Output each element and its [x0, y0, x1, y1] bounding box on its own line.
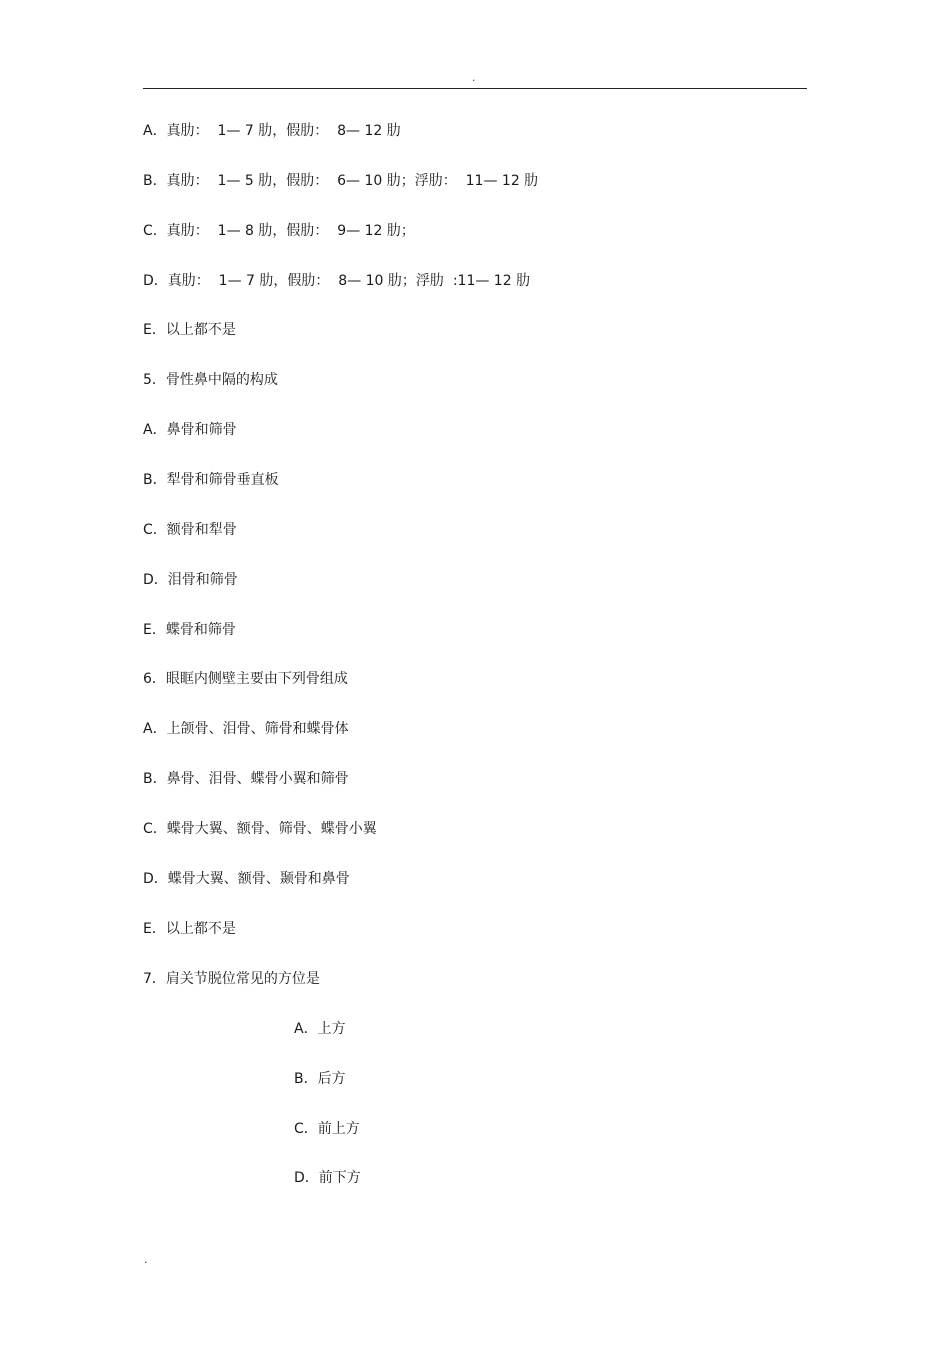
option-line: C．额骨和犁骨: [143, 522, 237, 538]
option-line: C．前上方: [294, 1121, 360, 1137]
option-line: A．上颌骨、泪骨、筛骨和蝶骨体: [143, 721, 349, 737]
question-line: 6．眼眶内侧壁主要由下列骨组成: [143, 671, 348, 687]
option-line: A．鼻骨和筛骨: [143, 422, 237, 438]
option-line: D．真肋： 1— 7 肋，假肋： 8— 10 肋；浮肋 :11— 12 肋: [143, 273, 531, 289]
option-line: B．后方: [294, 1071, 346, 1087]
option-line: B．真肋： 1— 5 肋，假肋： 6— 10 肋；浮肋： 11— 12 肋: [143, 173, 539, 189]
header-mark: .: [472, 71, 476, 84]
option-line: C．蝶骨大翼、额骨、筛骨、蝶骨小翼: [143, 821, 377, 837]
option-line: D．泪骨和筛骨: [143, 572, 238, 588]
question-line: 5．骨性鼻中隔的构成: [143, 372, 278, 388]
option-line: B．鼻骨、泪骨、蝶骨小翼和筛骨: [143, 771, 349, 787]
option-line: D．蝶骨大翼、额骨、颞骨和鼻骨: [143, 871, 350, 887]
option-line: E．以上都不是: [143, 921, 236, 937]
header-divider: [143, 88, 807, 89]
option-line: C．真肋： 1— 8 肋，假肋： 9— 12 肋；: [143, 223, 415, 239]
option-line: A．上方: [294, 1021, 346, 1037]
option-line: B．犁骨和筛骨垂直板: [143, 472, 279, 488]
option-line: E．蝶骨和筛骨: [143, 622, 236, 638]
question-line: 7．肩关节脱位常见的方位是: [143, 971, 320, 987]
option-line: A．真肋： 1— 7 肋，假肋： 8— 12 肋: [143, 123, 401, 139]
option-line: E．以上都不是: [143, 322, 236, 338]
footer-mark: .: [144, 1253, 148, 1266]
option-line: D．前下方: [294, 1170, 361, 1186]
